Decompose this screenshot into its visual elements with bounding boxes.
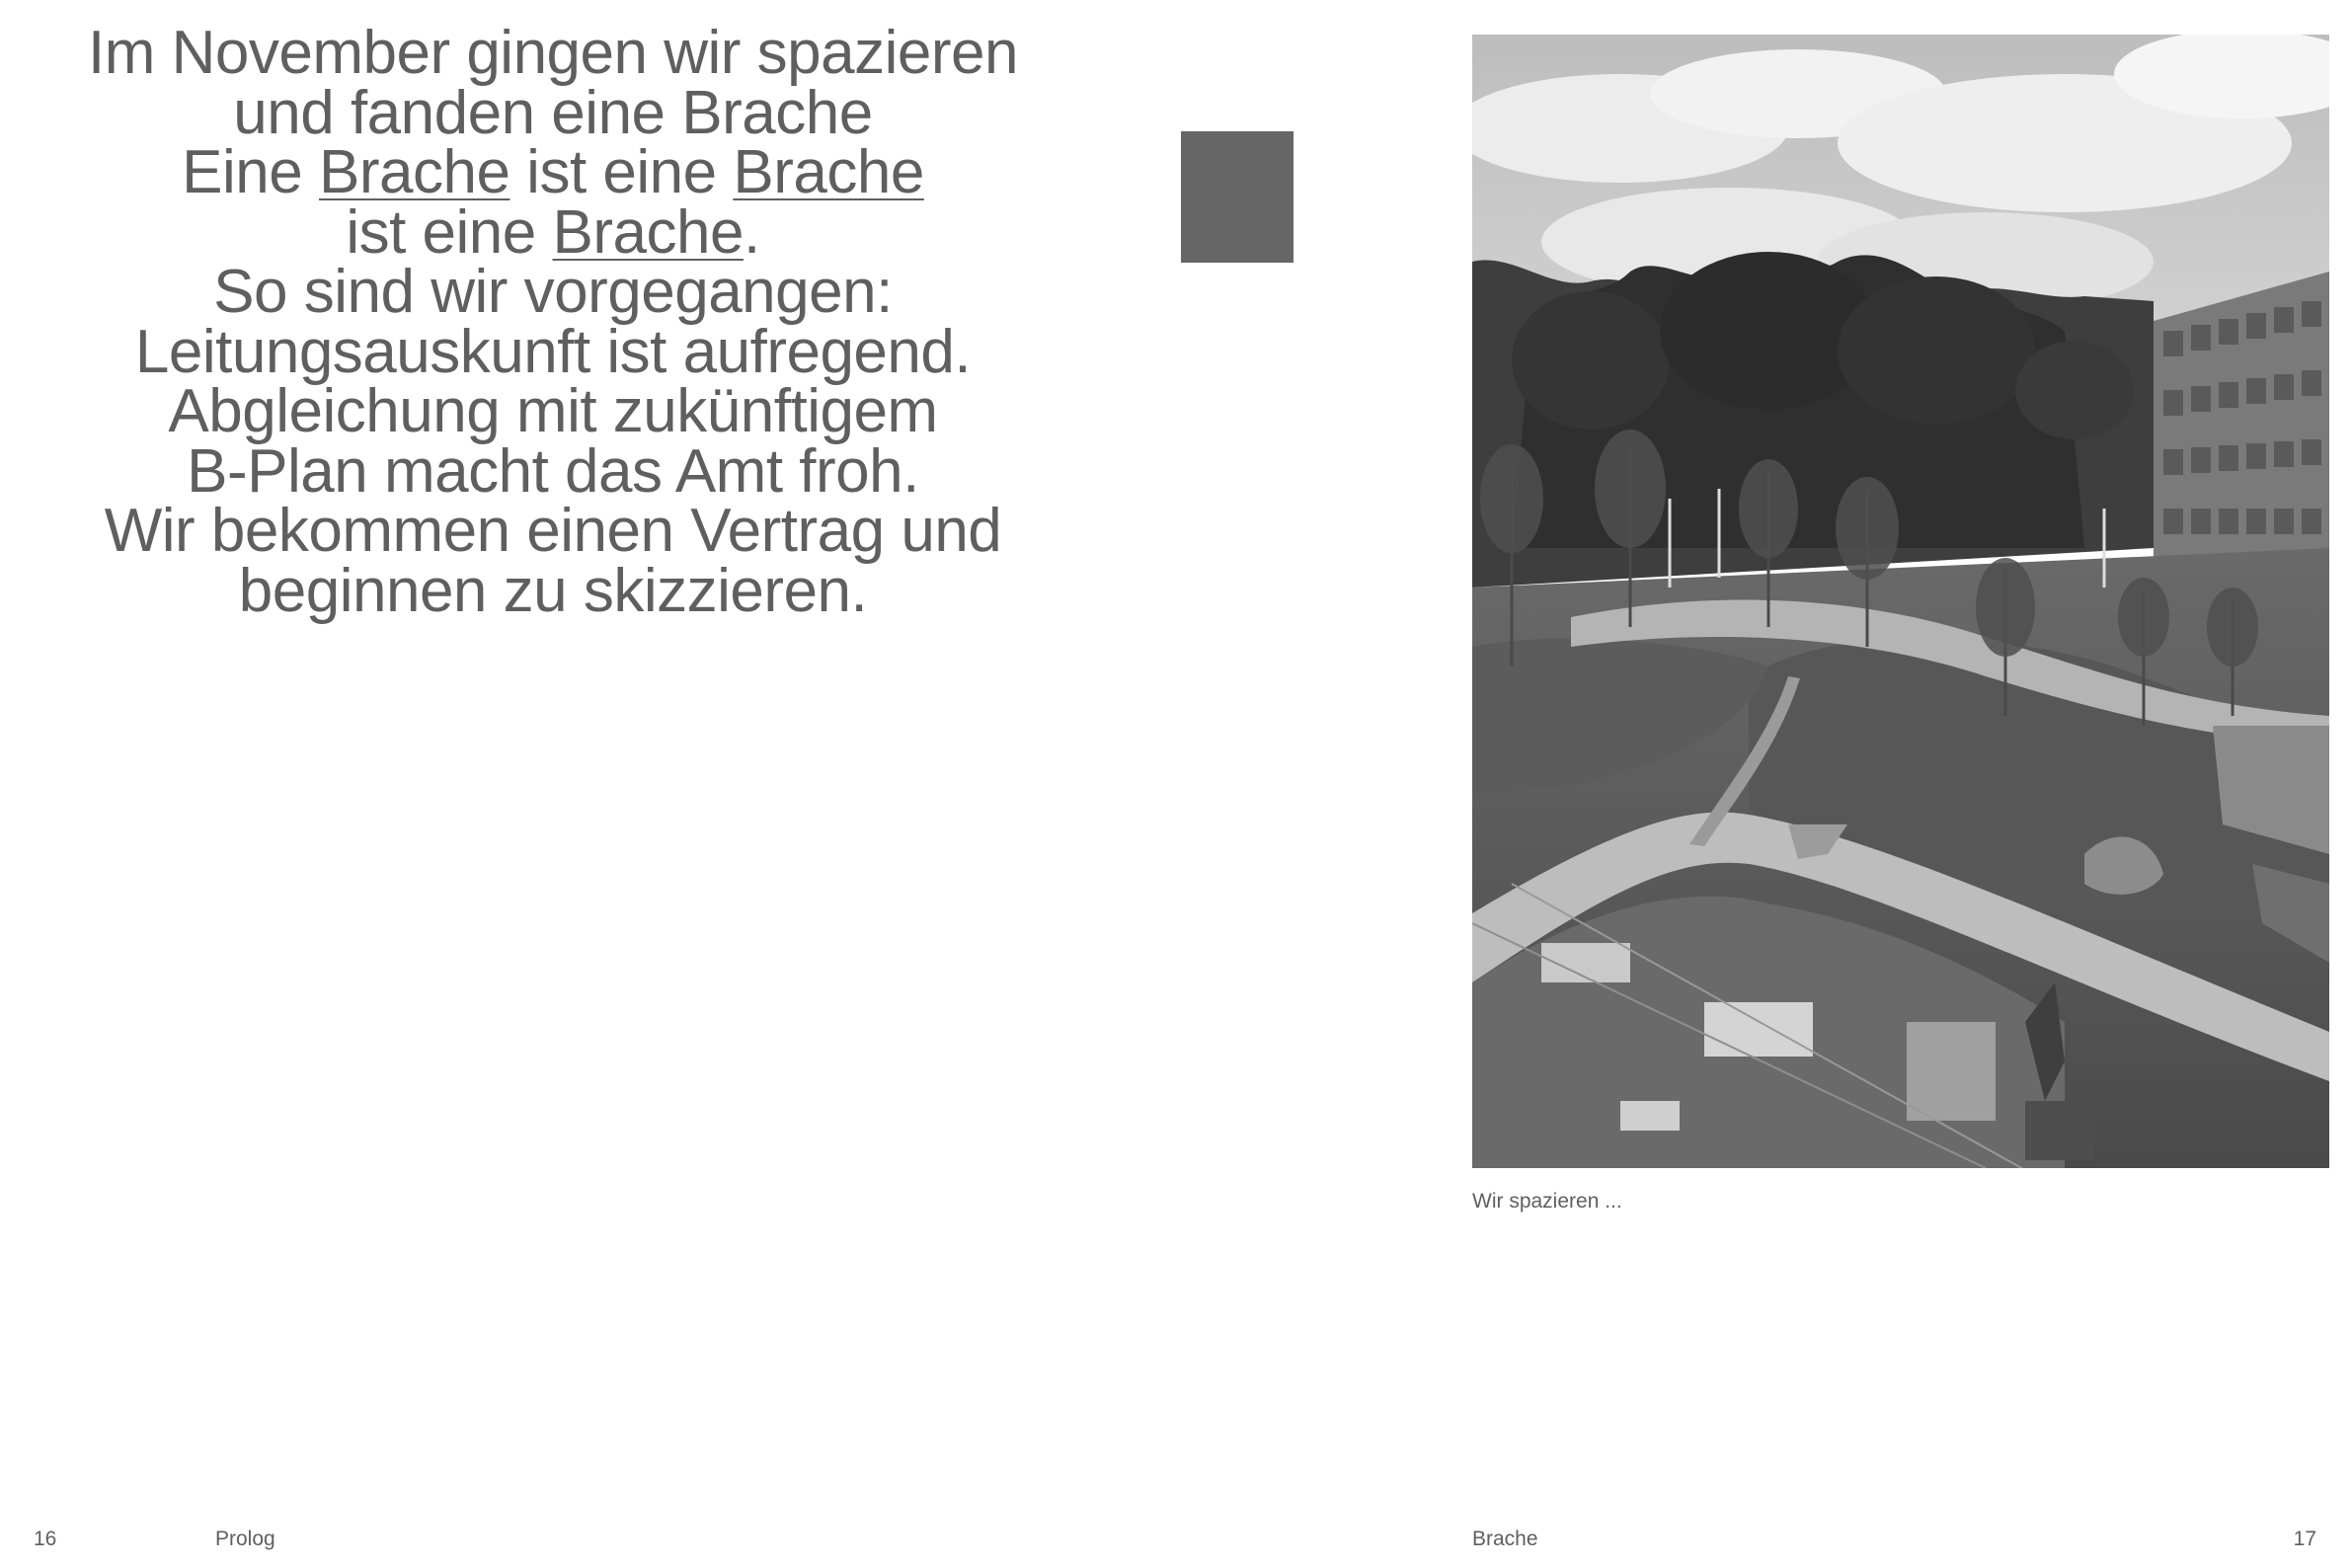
- photo-caption: Wir spazieren ...: [1472, 1190, 1622, 1213]
- poem-line: So sind wir vorgegangen:: [213, 258, 893, 326]
- poem-line: Leitungsauskunft ist aufregend.: [134, 317, 972, 386]
- poem-line: Abgleichung mit zukünftigem: [168, 377, 938, 445]
- poem-line: [39, 197, 1066, 267]
- poem-fragment: ist eine: [510, 138, 734, 206]
- section-title-right: Brache: [1472, 1528, 1538, 1550]
- underlined-word: Brache: [733, 138, 924, 206]
- wasteland-photo: [1472, 35, 2329, 1168]
- gray-square-block: [1181, 131, 1294, 263]
- poem-line: [39, 138, 1066, 206]
- poem-line: Wir bekommen einen Vertrag und: [104, 497, 1002, 565]
- page-number-right: 17: [2293, 1528, 2316, 1550]
- poem-fragment: Eine: [182, 138, 319, 206]
- poem-line: und fanden eine Brache: [233, 78, 873, 147]
- poem-text: [39, 19, 1066, 625]
- underlined-word: Brache: [552, 197, 744, 267]
- underlined-word: Brache: [319, 138, 510, 206]
- page-number-left: 16: [34, 1528, 57, 1550]
- poem-fragment: .: [743, 197, 760, 267]
- section-title-left: Prolog: [215, 1528, 275, 1550]
- poem-line: Im November gingen wir spazieren: [88, 19, 1018, 87]
- poem-fragment: ist eine: [346, 197, 553, 267]
- poem-line: beginnen zu skizzieren.: [238, 556, 868, 625]
- poem-line: B-Plan macht das Amt froh.: [187, 436, 919, 506]
